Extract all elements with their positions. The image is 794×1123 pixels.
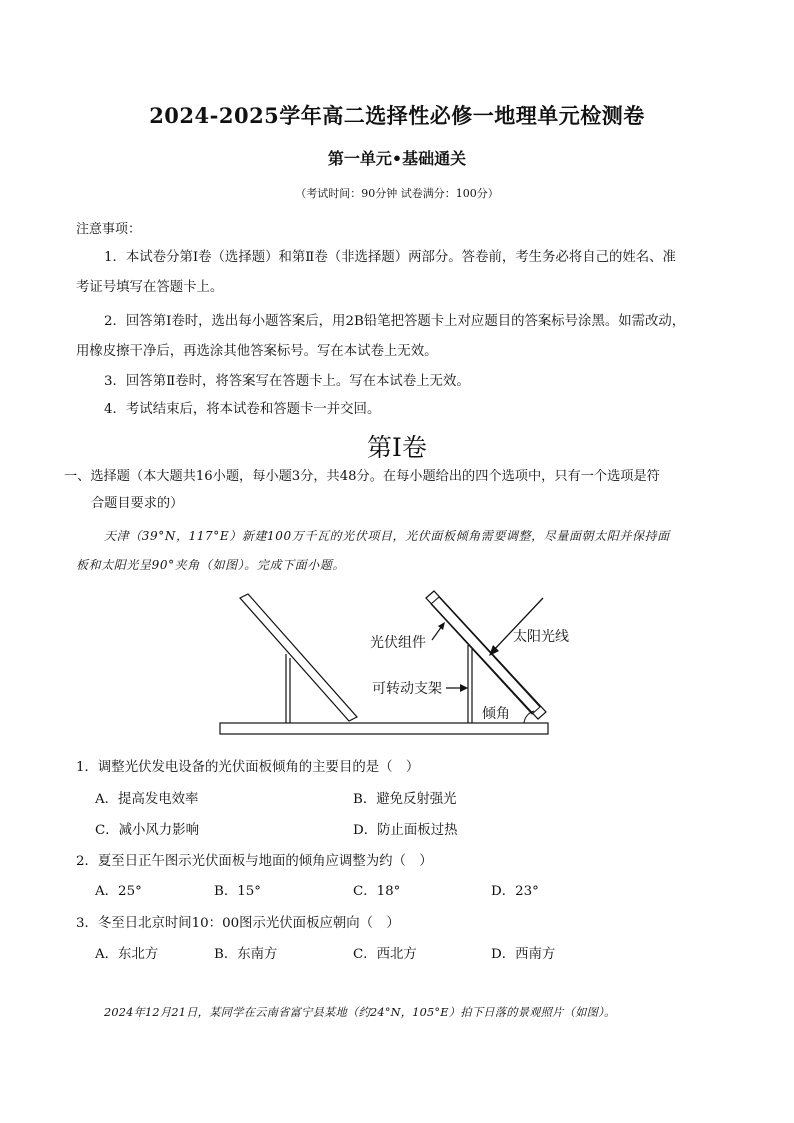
option-b[interactable]: B．15°	[214, 884, 261, 899]
notice-item: 考证号填写在答题卡上。	[76, 280, 224, 295]
passage-text: 天津（39°N，117°E）新建100万千瓦的光伏项目，光伏面板倾角需要调整，尽量面朝太阳并保持面	[104, 529, 670, 543]
notice-item: 4．考试结束后，将本试卷和答题卡一并交回。	[104, 402, 381, 417]
option-a[interactable]: A．25°	[95, 884, 142, 899]
option-a[interactable]: A．提高发电效率	[95, 792, 199, 807]
question-stem: 1．调整光伏发电设备的光伏面板倾角的主要目的是（ ）	[76, 760, 420, 775]
option-c[interactable]: C．减小风力影响	[95, 823, 199, 838]
volume-title: 第Ⅰ卷	[367, 433, 427, 462]
option-b[interactable]: B．避免反射强光	[353, 792, 457, 807]
passage-text: 板和太阳光呈90°夹角（如图）。完成下面小题。	[76, 558, 346, 572]
label-sunlight: 太阳光线	[513, 629, 569, 645]
question-stem: 3．冬至日北京时间10：00图示光伏面板应朝向（ ）	[76, 916, 400, 931]
right-panel	[426, 591, 546, 719]
option-d[interactable]: D．防止面板过热	[353, 823, 458, 838]
option-c[interactable]: C．西北方	[353, 947, 417, 962]
question-stem: 2．夏至日正午图示光伏面板与地面的倾角应调整为约（ ）	[76, 854, 433, 869]
label-bracket: 可转动支架	[372, 681, 442, 697]
solar-panel-diagram	[210, 590, 569, 740]
label-tilt-angle: 倾角	[482, 706, 510, 722]
notice-item: 3．回答第Ⅱ卷时，将答案写在答题卡上。写在本试卷上无效。	[104, 374, 470, 389]
page-subtitle: 第一单元•基础通关	[327, 149, 467, 168]
label-pv-module: 光伏组件	[370, 635, 426, 651]
notice-heading: 注意事项：	[76, 222, 142, 237]
left-panel	[240, 594, 357, 721]
exam-info: （考试时间：90分钟 试卷满分：100分）	[295, 187, 499, 200]
section-instruction-cont: 合题目要求的）	[91, 496, 184, 511]
module-pointer	[432, 626, 442, 640]
notice-item: 用橡皮擦干净后，再选涂其他答案标号。写在本试卷上无效。	[76, 344, 438, 359]
option-a[interactable]: A．东北方	[95, 947, 159, 962]
page-title: 2024-2025学年高二选择性必修一地理单元检测卷	[149, 103, 645, 128]
option-d[interactable]: D．西南方	[491, 947, 556, 962]
option-c[interactable]: C．18°	[353, 884, 401, 899]
notice-item: 2．回答第Ⅰ卷时，选出每小题答案后，用2B铅笔把答题卡上对应题目的答案标号涂黑。如需改动，	[104, 314, 686, 329]
section-instruction: 一、选择题（本大题共16小题，每小题3分，共48分。在每小题给出的四个选项中，只有一个选项是符	[64, 469, 660, 484]
option-b[interactable]: B．东南方	[214, 947, 278, 962]
option-d[interactable]: D．23°	[491, 884, 539, 899]
ground-base	[220, 723, 548, 734]
passage-text: 2024年12月21日，某同学在云南省富宁县某地（约24°N，105°E）拍下日落的景观照片（如图）。	[104, 1006, 616, 1019]
notice-item: 1．本试卷分第Ⅰ卷（选择题）和第Ⅱ卷（非选择题）两部分。答卷前，考生务必将自己的姓名、准	[104, 250, 676, 265]
